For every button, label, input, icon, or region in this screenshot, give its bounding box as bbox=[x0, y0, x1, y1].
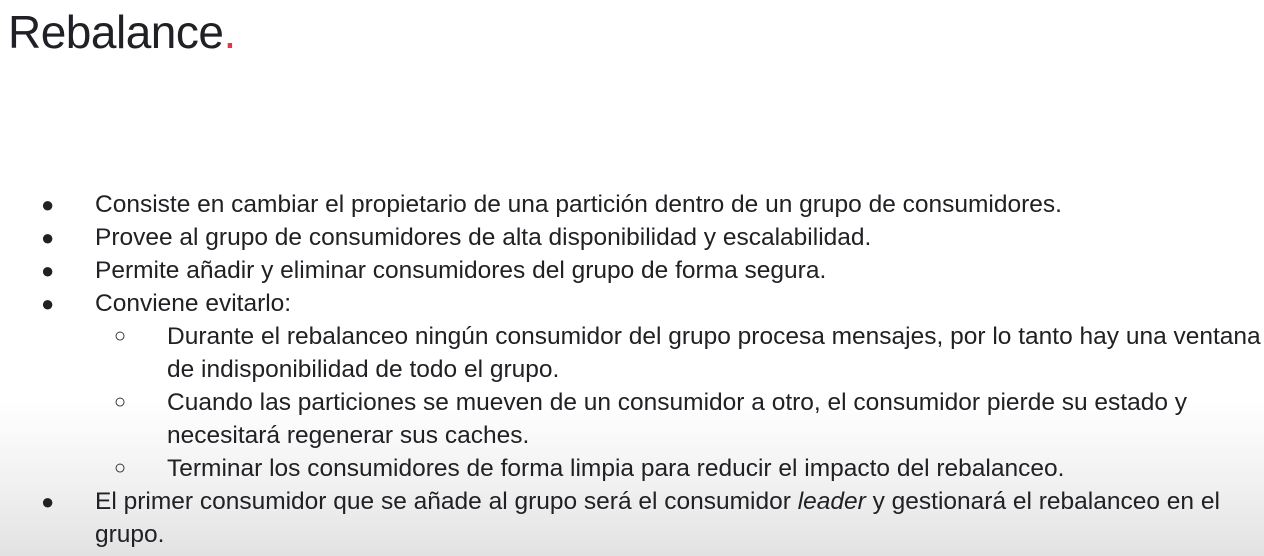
hollow-bullet-icon: ○ bbox=[114, 457, 127, 479]
hollow-bullet-icon: ○ bbox=[114, 391, 127, 413]
list-item-text-before: El primer consumidor que se añade al grupo será el consumidor bbox=[95, 488, 798, 515]
sub-list-item bbox=[0, 452, 1264, 485]
list-item-text: Provee al grupo de consumidores de alta disponibilidad y escalabilidad. bbox=[95, 224, 872, 251]
list-item-text: Consiste en cambiar el propietario de una partición dentro de un grupo de consumidores. bbox=[95, 191, 1062, 218]
sub-bullet-list bbox=[95, 320, 1264, 485]
slide-title-text: Rebalance bbox=[8, 6, 224, 58]
sub-list-item bbox=[0, 320, 1264, 386]
title-accent-dot: . bbox=[223, 6, 236, 58]
list-item-text bbox=[95, 488, 1220, 548]
list-item bbox=[0, 485, 1264, 551]
list-item bbox=[0, 221, 1264, 254]
list-item-text: Conviene evitarlo: bbox=[95, 290, 292, 317]
hollow-bullet-icon: ○ bbox=[114, 325, 127, 347]
emphasis-text: leader bbox=[797, 488, 866, 515]
sub-list-item-text: Terminar los consumidores de forma limpia para reducir el impacto del rebalanceo. bbox=[167, 455, 1065, 482]
list-item bbox=[0, 287, 1264, 485]
sub-list-item-text: Durante el rebalanceo ningún consumidor del grupo procesa mensajes, por lo tanto hay una ventana de indisponibilidad de todo el grupo. bbox=[167, 323, 1261, 383]
bullet-icon: ● bbox=[41, 192, 55, 217]
bullet-icon: ● bbox=[41, 225, 55, 250]
bullet-icon: ● bbox=[41, 489, 55, 514]
list-item-text: Permite añadir y eliminar consumidores del grupo de forma segura. bbox=[95, 257, 827, 284]
list-item bbox=[0, 188, 1264, 221]
bullet-icon: ● bbox=[41, 258, 55, 283]
list-item bbox=[0, 254, 1264, 287]
bullet-icon: ● bbox=[41, 291, 55, 316]
list-item-text-after: y gestionará el rebalanceo en el grupo. bbox=[95, 488, 1220, 548]
bullet-list bbox=[0, 188, 1264, 551]
sub-list-item bbox=[0, 386, 1264, 452]
slide-title bbox=[8, 4, 236, 60]
sub-list-item-text: Cuando las particiones se mueven de un consumidor a otro, el consumidor pierde su estado y necesitará regenerar sus caches. bbox=[167, 389, 1188, 449]
